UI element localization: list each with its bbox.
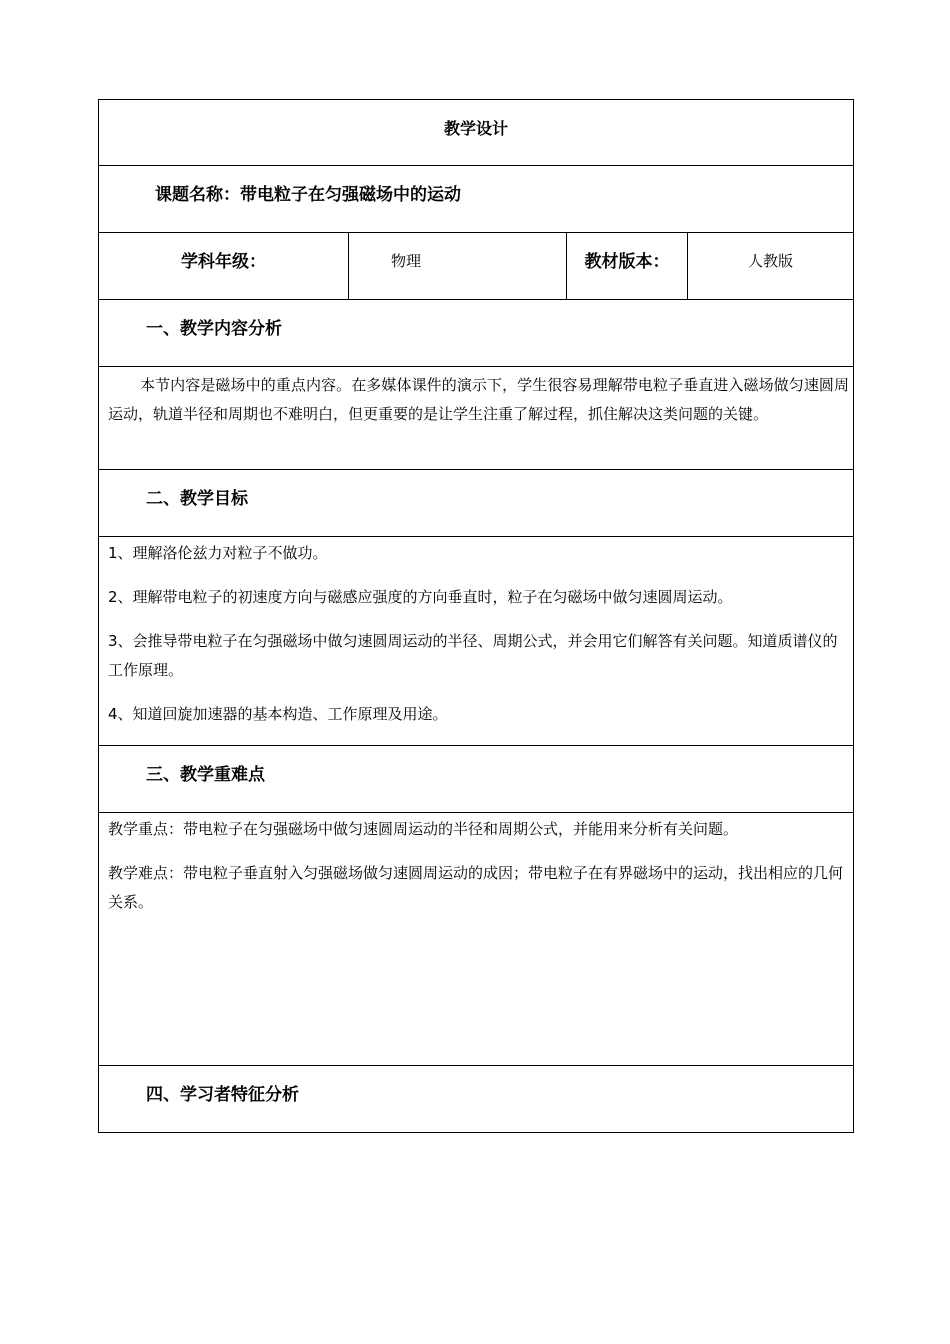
- learner-analysis-heading: 四、学习者特征分析: [146, 1085, 299, 1105]
- learner-analysis-heading-cell: [99, 1066, 854, 1133]
- goals-body-cell: [99, 537, 854, 746]
- key-points-body-cell: [99, 813, 854, 1066]
- content-analysis-body-cell: [99, 367, 854, 470]
- subject-value-cell: [349, 233, 567, 300]
- key-points-heading: 三、教学重难点: [146, 765, 265, 785]
- subject-label-cell: [99, 233, 349, 300]
- edition-label-cell: [567, 233, 688, 300]
- edition-label: 教材版本：: [584, 252, 670, 272]
- goal-item: 1、理解洛伦兹力对粒子不做功。: [108, 544, 328, 562]
- goals-heading: 二、教学目标: [146, 489, 248, 509]
- title-cell: [99, 100, 854, 166]
- goal-item: 2、理解带电粒子的初速度方向与磁感应强度的方向垂直时，粒子在匀磁场中做匀速圆周运动。: [108, 588, 733, 606]
- subject-label: 学科年级：: [181, 252, 266, 272]
- content-analysis-text: 本节内容是磁场中的重点内容。在多媒体课件的演示下，学生很容易理解带电粒子垂直进入磁场做匀速圆周运动，轨道半径和周期也不难明白，但更重要的是让学生注重了解过程，抓住解决这类问题的关键。: [108, 376, 850, 423]
- course-name: 课题名称：带电粒子在匀强磁场中的运动: [155, 185, 461, 205]
- document-title: 教学设计: [444, 119, 509, 138]
- goal-item: 3、会推导带电粒子在匀强磁场中做匀速圆周运动的半径、周期公式，并会用它们解答有关问题。知道质谱仪的工作原理。: [108, 632, 838, 679]
- goals-heading-cell: [99, 470, 854, 537]
- subject-value: 物理: [391, 252, 422, 270]
- course-cell: [99, 166, 854, 233]
- edition-value: 人教版: [748, 252, 794, 270]
- edition-value-cell: [688, 233, 854, 300]
- difficult-point-item: 教学难点：带电粒子垂直射入匀强磁场做匀速圆周运动的成因；带电粒子在有界磁场中的运动，找出相应的几何关系。: [108, 864, 844, 911]
- content-analysis-heading: 一、教学内容分析: [146, 319, 282, 339]
- lesson-design-table: [98, 99, 854, 1133]
- content-analysis-heading-cell: [99, 300, 854, 367]
- key-point-item: 教学重点：带电粒子在匀强磁场中做匀速圆周运动的半径和周期公式，并能用来分析有关问题。: [108, 820, 739, 838]
- key-points-heading-cell: [99, 746, 854, 813]
- goal-item: 4、知道回旋加速器的基本构造、工作原理及用途。: [108, 705, 448, 723]
